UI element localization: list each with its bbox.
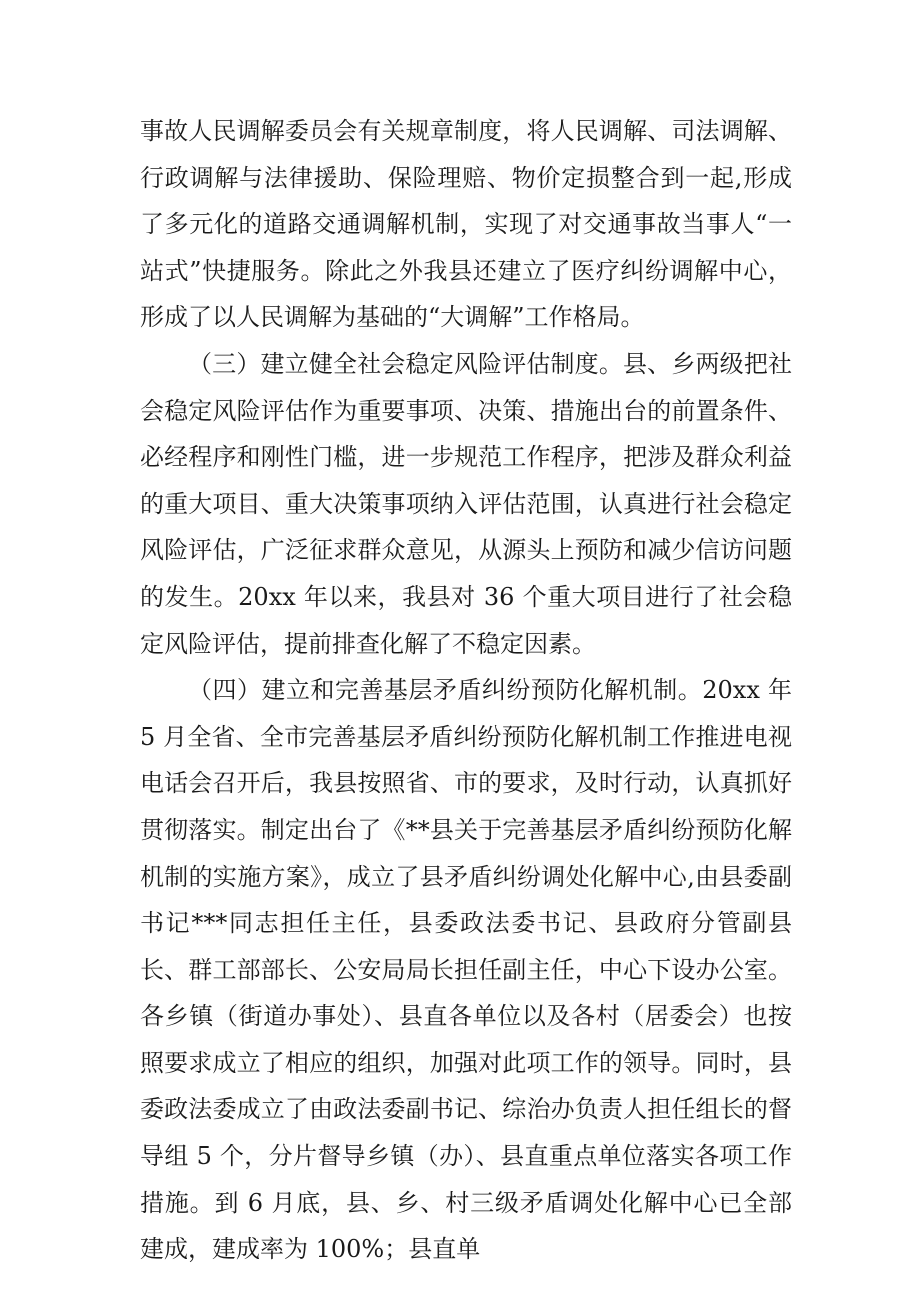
paragraph-section-three: （三）建立健全社会稳定风险评估制度。县、乡两级把社会稳定风险评估作为重要事项、决策、措施出台的前置条件、必经程序和刚性门槛，进一步规范工作程序，把涉及群众利益的重大项目、重大决策事项纳入评估范围，认真进行社会稳定风险评估，广泛征求群众意见，从源头上预防和减少信访问题的发生。20xx 年以来，我县对 36 个重大项目进行了社会稳定风险评估，提前排查化解了不稳定因素。 — [140, 349, 792, 658]
document-body — [140, 108, 792, 1273]
paragraph-continued: 事故人民调解委员会有关规章制度，将人民调解、司法调解、行政调解与法律援助、保险理赔、物价定损整合到一起,形成了多元化的道路交通调解机制，实现了对交通事故当事人“一站式”快捷服务。除此之外我县还建立了医疗纠纷调解中心，形成了以人民调解为基础的“大调解”工作格局。 — [140, 117, 792, 332]
paragraph-section-four: （四）建立和完善基层矛盾纠纷预防化解机制。20xx 年 5 月全省、全市完善基层矛盾纠纷预防化解机制工作推进电视电话会召开后，我县按照省、市的要求，及时行动，认真抓好贯彻落实。制定出台了《**县关于完善基层矛盾纠纷预防化解机制的实施方案》，成立了县矛盾纠纷调处化解中心,由县委副书记***同志担任主任，县委政法委书记、县政府分管副县长、群工部部长、公安局局长担任副主任，中心下设办公室。各乡镇（街道办事处）、县直各单位以及各村（居委会）也按照要求成立了相应的组织，加强对此项工作的领导。同时，县委政法委成立了由政法委副书记、综治办负责人担任组长的督导组 5 个，分片督导乡镇（办）、县直重点单位落实各项工作措施。到 6 月底，县、乡、村三级矛盾调处化解中心已全部建成，建成率为 100%；县直单 — [140, 676, 792, 1264]
